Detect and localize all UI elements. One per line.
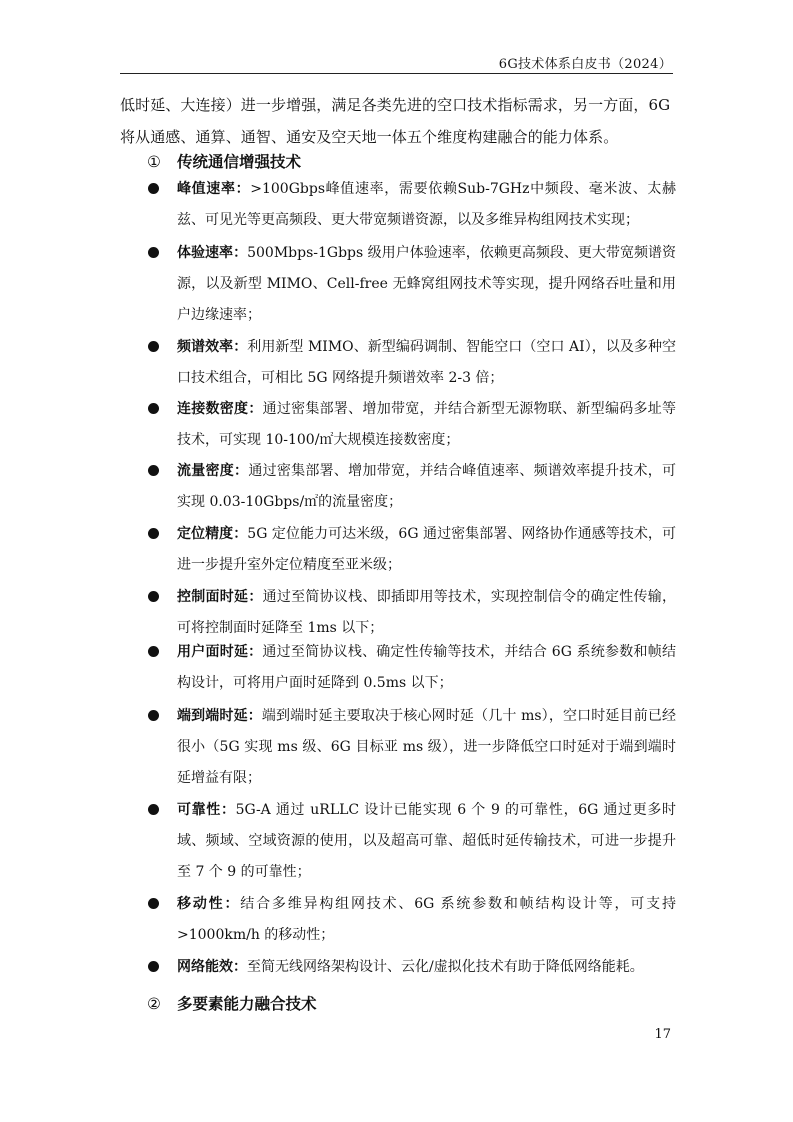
header-divider xyxy=(120,73,673,74)
list-item xyxy=(148,394,676,456)
item-term: 可靠性： xyxy=(177,802,236,818)
item-desc: 5G 定位能力可达米级，6G 通过密集部署、网络协作通感等技术，可进一步提升室外定位精度至亚米级； xyxy=(177,526,676,573)
list-item xyxy=(148,456,676,518)
item-desc: 端到端时延主要取决于核心网时延（几十 ms），空口时延目前已经很小（5G 实现 ms 级、6G 目标亚 ms 级），进一步降低空口时延对于端到端时延增益有限； xyxy=(177,708,676,786)
bullet-icon xyxy=(148,710,159,721)
item-desc: 通过密集部署、增加带宽，并结合峰值速率、频谱效率提升技术，可实现 0.03-10Gbps/㎡的流量密度； xyxy=(177,463,677,510)
item-term: 频谱效率： xyxy=(177,339,248,355)
list-item xyxy=(148,519,676,581)
list-item xyxy=(148,795,676,888)
bullet-icon xyxy=(148,591,159,602)
bullet-icon xyxy=(148,183,159,194)
list-item xyxy=(148,952,676,983)
item-desc: >100Gbps峰值速率，需要依赖Sub-7GHz中频段、毫米波、太赫兹、可见光等更高频段、更大带宽频谱资源，以及多维异构组网技术实现； xyxy=(177,181,677,228)
bullet-icon xyxy=(148,341,159,352)
item-desc: 利用新型 MIMO、新型编码调制、智能空口（空口 AI），以及多种空口技术组合，可相比 5G 网络提升频谱效率 2-3 倍； xyxy=(177,339,677,386)
bullet-icon xyxy=(148,804,159,815)
list-item xyxy=(148,637,676,699)
item-term: 连接数密度： xyxy=(177,401,263,417)
item-desc: 5G-A 通过 uRLLC 设计已能实现 6 个 9 的可靠性，6G 通过更多时域、频域、空域资源的使用，以及超高可靠、超低时延传输技术，可进一步提升至 7 个 9 的可靠性； xyxy=(177,802,676,880)
list-item xyxy=(148,701,676,794)
bullet-icon xyxy=(148,961,159,972)
list-item xyxy=(148,238,676,331)
list-item xyxy=(148,889,676,951)
item-term: 用户面时延： xyxy=(177,644,263,660)
section-heading-2 xyxy=(147,992,317,1014)
item-term: 流量密度： xyxy=(177,463,249,479)
section-title: 传统通信增强技术 xyxy=(177,153,302,171)
list-item xyxy=(148,582,676,644)
item-desc: 通过至简协议栈、即插即用等技术，实现控制信令的确定性传输，可将控制面时延降至 1ms 以下； xyxy=(177,589,677,636)
bullet-icon xyxy=(148,247,159,258)
item-desc: 至简无线网络架构设计、云化/虚拟化技术有助于降低网络能耗。 xyxy=(247,959,644,975)
item-desc: 500Mbps-1Gbps 级用户体验速率，依赖更高频段、更大带宽频谱资源，以及新型 MIMO、Cell-free 无蜂窝组网技术等实现，提升网络吞吐量和用户边缘速率； xyxy=(177,245,677,323)
item-desc: 通过至简协议栈、确定性传输等技术，并结合 6G 系统参数和帧结构设计，可将用户面时延降到 0.5ms 以下； xyxy=(177,644,676,691)
page-number: 17 xyxy=(654,1027,671,1042)
item-desc: 结合多维异构组网技术、6G 系统参数和帧结构设计等，可支持>1000km/h 的移动性； xyxy=(177,896,676,943)
section-number: ② xyxy=(147,995,161,1013)
bullet-icon xyxy=(148,528,159,539)
item-term: 体验速率： xyxy=(177,245,248,261)
item-term: 定位精度： xyxy=(177,526,248,542)
item-desc: 通过密集部署、增加带宽，并结合新型无源物联、新型编码多址等技术，可实现 10-100/㎡大规模连接数密度； xyxy=(177,401,677,448)
bullet-icon xyxy=(148,898,159,909)
section-title: 多要素能力融合技术 xyxy=(177,995,317,1013)
section-heading-1 xyxy=(147,150,301,172)
header-title: 6G技术体系白皮书（2024） xyxy=(498,57,672,72)
item-term: 峰值速率： xyxy=(177,181,251,197)
list-item xyxy=(148,174,676,236)
item-term: 网络能效： xyxy=(177,959,247,975)
list-item xyxy=(148,332,676,394)
bullet-icon xyxy=(148,403,159,414)
section-number: ① xyxy=(147,153,161,171)
bullet-icon xyxy=(148,465,159,476)
item-term: 控制面时延： xyxy=(177,589,263,605)
bullet-icon xyxy=(148,646,159,657)
item-term: 端到端时延： xyxy=(177,708,262,724)
item-term: 移动性： xyxy=(177,896,241,912)
intro-paragraph: 低时延、大连接）进一步增强，满足各类先进的空口技术指标需求，另一方面，6G将从通感、通算、通智、通安及空天地一体五个维度构建融合的能力体系。 xyxy=(120,96,671,146)
